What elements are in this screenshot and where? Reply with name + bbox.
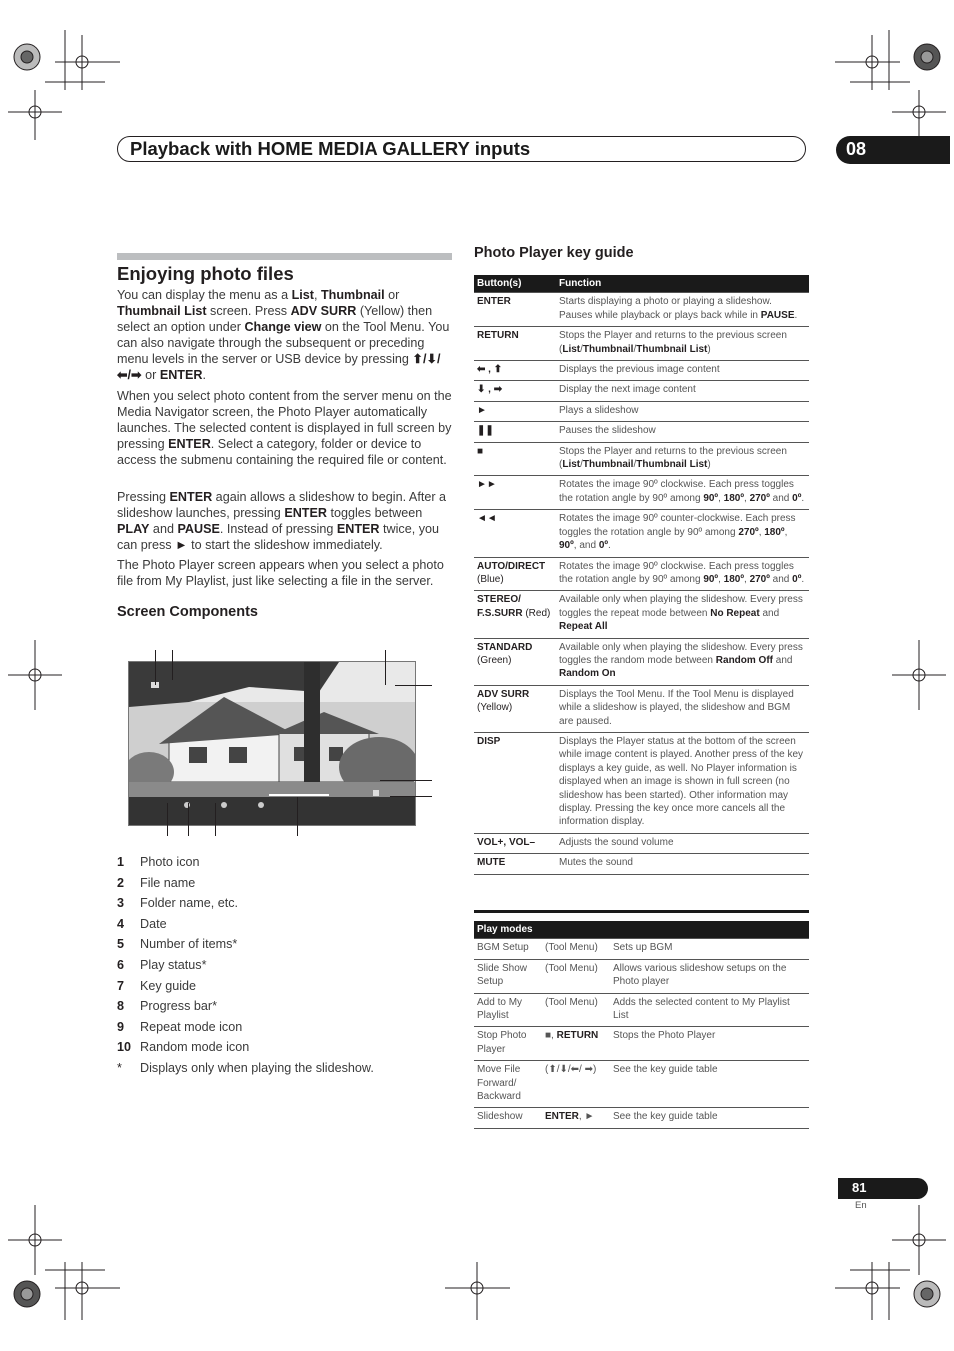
legend-item: 2 File name [117,875,196,890]
function-cell: Pauses the slideshow [556,422,809,442]
screen-components-title: Screen Components [117,604,258,620]
table-header-row [474,275,809,293]
function-cell: Rotates the image 90º counter-clockwise. Each press toggles the rotation angle by 90º among 270º, 180º, 90º, and 0º. [556,510,809,557]
key-cell: STEREO/ F.S.SURR (Red) [474,591,556,638]
table-row [474,959,809,993]
play-modes-header: Play modes [474,921,809,939]
table-row [474,327,809,361]
table-row [474,1108,809,1128]
table-row [474,638,809,685]
callout-line [390,796,432,797]
legend-item: 1 Photo icon [117,855,200,869]
mode-name-cell: Move File Forward/ Backward [474,1061,542,1108]
legend-item: 3 Folder name, etc. [117,896,238,911]
function-cell: Adjusts the sound volume [556,833,809,853]
mode-name-cell: Stop Photo Player [474,1027,542,1061]
table-row [474,422,809,442]
key-cell: STANDARD (Green) [474,638,556,685]
mode-key-cell: (Tool Menu) [542,939,610,959]
column-header: Button(s) [474,275,556,293]
function-cell: Starts displaying a photo or playing a slideshow. Pauses while playback or plays back while in PAUSE. [556,293,809,327]
table-row [474,1027,809,1061]
key-cell: ADV SURR (Yellow) [474,685,556,732]
key-cell: AUTO/DIRECT (Blue) [474,557,556,591]
page-header-title: Playback with HOME MEDIA GALLERY inputs [130,138,531,159]
section-divider [117,253,452,260]
function-cell: Rotates the image 90º clockwise. Each press toggles the rotation angle by 90º among 90º, 180º, 270º and 0º. [556,476,809,510]
paragraph-3: Pressing ENTER again allows a slideshow to begin. After a slideshow launches, pressing ENTER toggles between PLAY and PAUSE. Instead of pressing ENTER twice, you can press ► to start the slideshow immediately. [117,490,447,552]
mode-key-cell: ENTER, ► [542,1108,610,1128]
legend-item: 4 Date [117,916,167,931]
mode-name-cell: Slide Show Setup [474,959,542,993]
section-title: Enjoying photo files [117,263,294,284]
table-row [474,401,809,421]
function-cell: Displays the Tool Menu. If the Tool Menu is displayed while a slideshow is played, the slideshow and BGM are paused. [556,685,809,732]
table-row [474,381,809,401]
chapter-badge [836,136,950,164]
callout-line [215,803,216,836]
key-cell: ⬅ , ⬆ [474,361,556,381]
key-cell: VOL+, VOL– [474,833,556,853]
legend-item: 5 Number of items* [117,937,238,952]
paragraph-1: You can display the menu as a List, Thumbnail or Thumbnail List screen. Press ADV SURR (Yellow) then select an option under Change view on the Tool Menu. You can also navigate through the subsequent or preceding menu levels in the server or USB device by pressing ⬆/⬇/⬅/➡ or ENTER. [117,288,450,382]
mode-name-cell: Slideshow [474,1108,542,1128]
key-guide-table [474,275,809,875]
mode-name-cell: BGM Setup [474,939,542,959]
key-cell: ◄◄ [474,510,556,557]
legend-item: 7 Key guide [117,978,197,993]
table-row [474,833,809,853]
key-guide-title: Photo Player key guide [474,245,634,261]
table-row [474,591,809,638]
key-cell: ❚❚ [474,422,556,442]
callout-line [167,803,168,836]
table-row [474,939,809,959]
callout-line [188,803,189,836]
function-cell: Rotates the image 90º clockwise. Each press toggles the rotation angle by 90º among 90º, 180º, 270º and 0º. [556,557,809,591]
function-cell: Stops the Player and returns to the previous screen (List/Thumbnail/Thumbnail List) [556,327,809,361]
table-row [474,993,809,1027]
house-photo-illustration [129,662,416,826]
mode-name-cell: Add to My Playlist [474,993,542,1027]
column-header: Function [556,275,809,293]
function-cell: Stops the Player and returns to the previous screen (List/Thumbnail/Thumbnail List) [556,442,809,476]
table-row [474,442,809,476]
table-row [474,361,809,381]
legend-item: 6 Play status* [117,957,207,972]
table-row [474,732,809,833]
table-row [474,510,809,557]
mode-description-cell: Sets up BGM [610,939,809,959]
table-header-row [474,921,809,939]
mode-description-cell: See the key guide table [610,1108,809,1128]
table-row [474,557,809,591]
key-cell: ► [474,401,556,421]
function-cell: Displays the previous image content [556,361,809,381]
paragraph-4: The Photo Player screen appears when you select a photo file from My Playlist, just like selecting a file in the server. [117,558,444,588]
function-cell: Plays a slideshow [556,401,809,421]
mode-key-cell: (Tool Menu) [542,993,610,1027]
table-row [474,854,809,874]
legend-item: 9 Repeat mode icon [117,1019,243,1034]
legend-item: 8 Progress bar* [117,999,217,1014]
function-cell: Mutes the sound [556,854,809,874]
callout-line [380,780,432,781]
chapter-number: 08 [846,139,867,159]
function-cell: Available only when playing the slideshow. Every press toggles the repeat mode between No Repeat and Repeat All [556,591,809,638]
table-row [474,685,809,732]
callout-line [385,650,386,685]
function-cell: Display the next image content [556,381,809,401]
photo-player-screenshot [128,661,416,826]
legend-footnote: * Displays only when playing the slideshow. [117,1060,374,1075]
mode-description-cell: See the key guide table [610,1061,809,1108]
callout-line [172,650,173,680]
mode-key-cell: ■, RETURN [542,1027,610,1061]
key-cell: ENTER [474,293,556,327]
callout-line [297,797,298,836]
function-cell: Available only when playing the slideshow. Every press toggles the random mode between Random Off and Random On [556,638,809,685]
key-cell: ►► [474,476,556,510]
key-cell: DISP [474,732,556,833]
table-row [474,1061,809,1108]
mode-key-cell: (⬆/⬇/⬅/ ➡) [542,1061,610,1108]
key-cell: ■ [474,442,556,476]
table-divider [474,910,809,913]
mode-description-cell: Stops the Photo Player [610,1027,809,1061]
page-number: 81 [852,1180,867,1195]
key-cell: MUTE [474,854,556,874]
mode-description-cell: Allows various slideshow setups on the Photo player [610,959,809,993]
table-row [474,293,809,327]
paragraph-2: When you select photo content from the server menu on the Media Navigator screen, the Photo Player automatically launches. The selected content is displayed in full screen by pressing ENTER. Select a category, folder or device to access the submenu containing the required file or content. [117,389,452,467]
mode-description-cell: Adds the selected content to My Playlist List [610,993,809,1027]
function-cell: Displays the Player status at the bottom of the screen while image content is played. Another press of the key displays a key guide, as well. No Player information is displayed when an image is shown in full screen (no slideshow has been started). Other information may display. Pressing the key once more cancels all the information display. [556,732,809,833]
callout-line [395,685,432,686]
page-number-badge [838,1178,928,1199]
callout-line [155,650,156,685]
table-row [474,476,809,510]
language-code: En [855,1200,867,1211]
play-modes-table [474,921,809,1129]
key-cell: RETURN [474,327,556,361]
legend-item: 10 Random mode icon [117,1040,250,1055]
key-cell: ⬇ , ➡ [474,381,556,401]
mode-key-cell: (Tool Menu) [542,959,610,993]
screen-components-legend [117,855,453,1082]
